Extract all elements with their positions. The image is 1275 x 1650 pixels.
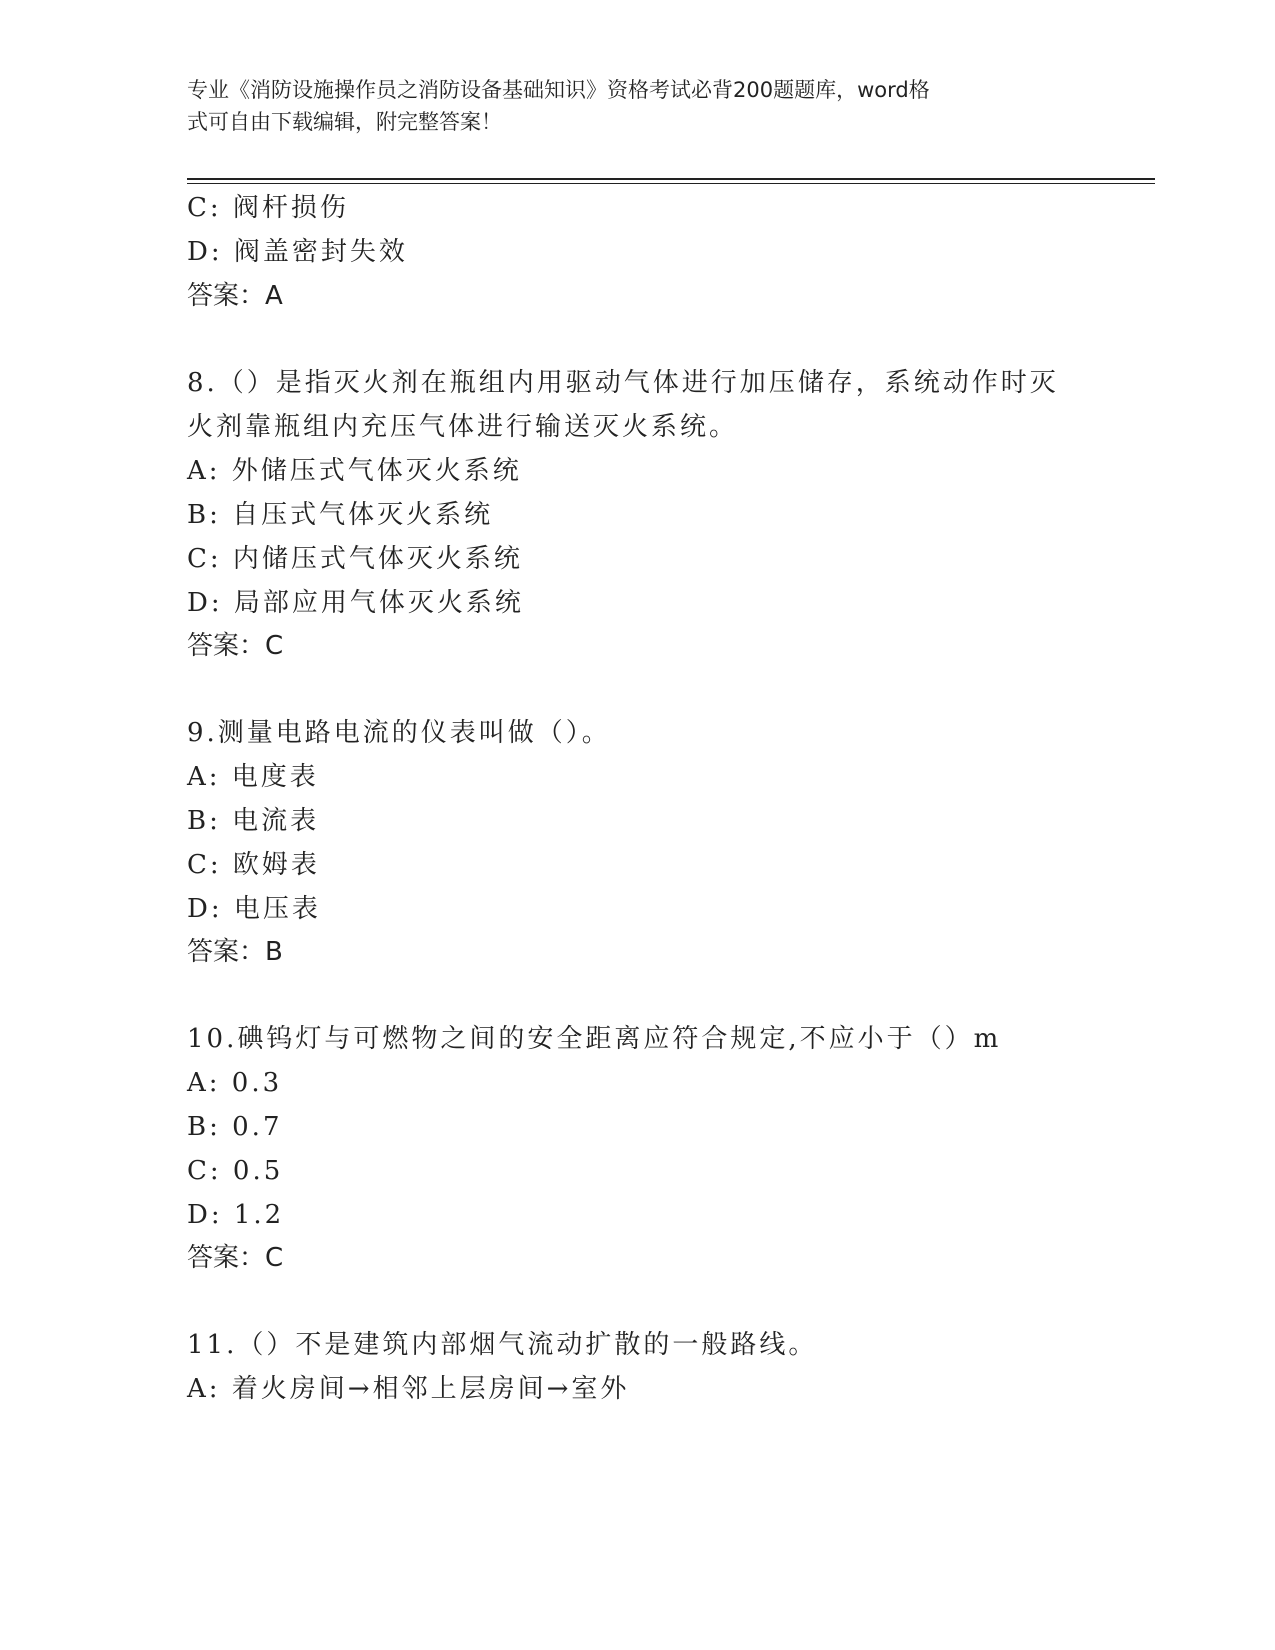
q7-answer: 答案：A <box>187 281 283 311</box>
q9-option-c: C: 欧姆表 <box>187 850 320 880</box>
q7-option-d: D: 阀盖密封失效 <box>187 237 408 267</box>
q9-option-a: A: 电度表 <box>187 762 319 792</box>
q10-answer: 答案：C <box>187 1243 284 1273</box>
q8-answer: 答案：C <box>187 631 284 661</box>
q11-stem: 11.（）不是建筑内部烟气流动扩散的一般路线。 <box>187 1330 818 1360</box>
header-line-2: 式可自由下载编辑，附完整答案！ <box>187 110 502 134</box>
q8-option-d: D: 局部应用气体灭火系统 <box>187 588 524 618</box>
header-divider-thick <box>187 178 1155 180</box>
q8-option-a: A: 外储压式气体灭火系统 <box>187 456 522 486</box>
q7-option-c: C: 阀杆损伤 <box>187 193 349 223</box>
q8-stem-line-2: 火剂靠瓶组内充压气体进行输送灭火系统。 <box>187 412 739 442</box>
document-header <box>187 74 1067 138</box>
header-line-1: 专业《消防设施操作员之消防设备基础知识》资格考试必背200题题库，word格 <box>187 78 930 102</box>
q10-stem: 10.碘钨灯与可燃物之间的安全距离应符合规定,不应小于（）m <box>187 1024 1002 1054</box>
q10-option-a: A: 0.3 <box>187 1068 283 1098</box>
q10-option-c: C: 0.5 <box>187 1156 284 1186</box>
q10-option-b: B: 0.7 <box>187 1112 283 1142</box>
q9-answer: 答案：B <box>187 937 283 967</box>
header-divider-thin <box>187 183 1155 184</box>
q8-option-b: B: 自压式气体灭火系统 <box>187 500 494 530</box>
q11-option-a: A: 着火房间→相邻上层房间→室外 <box>187 1374 630 1404</box>
q9-option-d: D: 电压表 <box>187 894 321 924</box>
q9-option-b: B: 电流表 <box>187 806 320 836</box>
q9-stem: 9.测量电路电流的仪表叫做（）。 <box>187 718 611 748</box>
q8-stem-line-1: 8.（）是指灭火剂在瓶组内用驱动气体进行加压储存，系统动作时灭 <box>187 368 1059 398</box>
q8-option-c: C: 内储压式气体灭火系统 <box>187 544 523 574</box>
q10-option-d: D: 1.2 <box>187 1200 285 1230</box>
